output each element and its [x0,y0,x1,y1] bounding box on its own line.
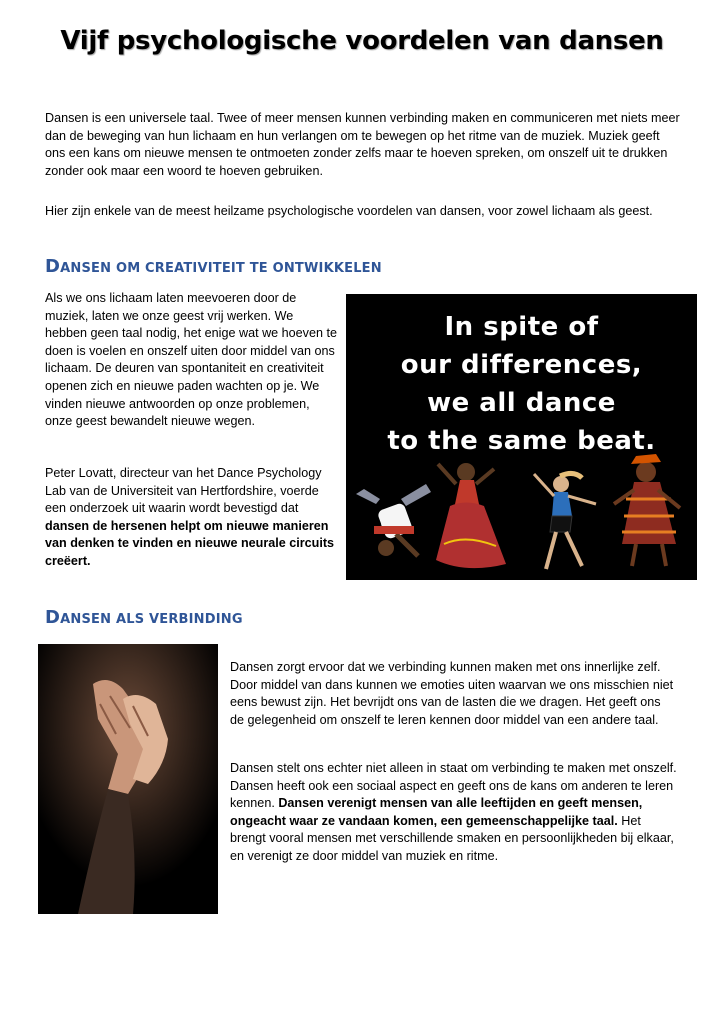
creativity-paragraph-2-bold: dansen de hersenen helpt om nieuwe manieren van denken te vinden en nieuwe neurale circuits creëert. [45,518,335,568]
connection-paragraph-2 [230,760,678,866]
section-heading-connection: DANSEN ALS VERBINDING [45,607,243,628]
dancer-contemporary [534,473,596,569]
creativity-paragraph-2-text: Peter Lovatt, directeur van het Dance Psychology Lab van de Universiteit van Hertfordshire, voerde een onderzoek uit waarin wordt bevestigd dat [45,466,322,516]
poster-line-3: we all dance [427,388,616,418]
intro-paragraph-1: Dansen is een universele taal. Twee of meer mensen kunnen verbinding maken en communiceren met niets meer dan de beweging van hun lichaam en hun verlangen om te bewegen op het ritme van de muziek. Muziek geeft ons een kans om nieuwe mensen te ontmoeten zonder zelfs maar te hoeven spreken, om onszelf uit te drukken zonder ook maar een woord te hoeven gebruiken. [45,111,680,178]
connection-paragraph-2-end: Het brengt vooral mensen met verschillende smaken en persoonlijkheden bij elkaar, en verenigt ze door middel van muziek en ritme. [230,813,674,863]
connection-paragraph-2-bold: Dansen verenigt mensen van alle leeftijden en geeft mensen, ongeacht waar ze vandaan komen, een gemeenschappelijke taal. [230,796,643,828]
poster-line-1: In spite of [444,312,599,342]
dancer-red-dress [436,463,506,568]
creativity-paragraph-2 [45,465,337,571]
dancer-breakdancer [356,484,431,556]
creativity-paragraph-1: Als we ons lichaam laten meevoeren door de muziek, laten we onze geest vrij werken. We hebben geen taal nodig, het enige wat we hoeven te doen is voelen en onszelf uiten door middel van ons lichaam. De deuren van spontaniteit en creativiteit openen zich en nieuwe paden wachten op je. We vinden nieuwe antwoorden op onze problemen, onze geest bewandelt nieuwe wegen. [45,291,337,429]
hands-photo [38,644,218,914]
poster-line-2: our differences, [400,350,643,380]
dancer-folk [614,454,680,566]
hands-illustration [38,644,218,914]
section-heading-creativity: DANSEN OM CREATIVITEIT TE ONTWIKKELEN [45,256,382,277]
dance-poster-image [346,294,697,580]
dancers-illustration [346,294,697,580]
poster-line-4: to the same beat. [387,426,656,456]
connection-paragraph-1: Dansen zorgt ervoor dat we verbinding kunnen maken met ons innerlijke zelf. Door middel van dans kunnen we emoties uiten waarvan we ons misschien niet eens bewust zijn. Het bevrijdt ons van de lasten die we dragen. Het geeft ons de gelegenheid om onszelf te leren kennen door middel van een andere taal. [230,660,674,727]
connection-paragraph-2-text: Dansen stelt ons echter niet alleen in staat om verbinding te maken met onszelf. Dansen heeft ook een sociaal aspect en geeft ons de kans om anderen te leren kennen. [230,761,677,811]
intro-paragraph-2: Hier zijn enkele van de meest heilzame psychologische voordelen van dansen, voor zowel lichaam als geest. [45,204,653,218]
page-title: Vijf psychologische voordelen van dansen [60,26,664,56]
